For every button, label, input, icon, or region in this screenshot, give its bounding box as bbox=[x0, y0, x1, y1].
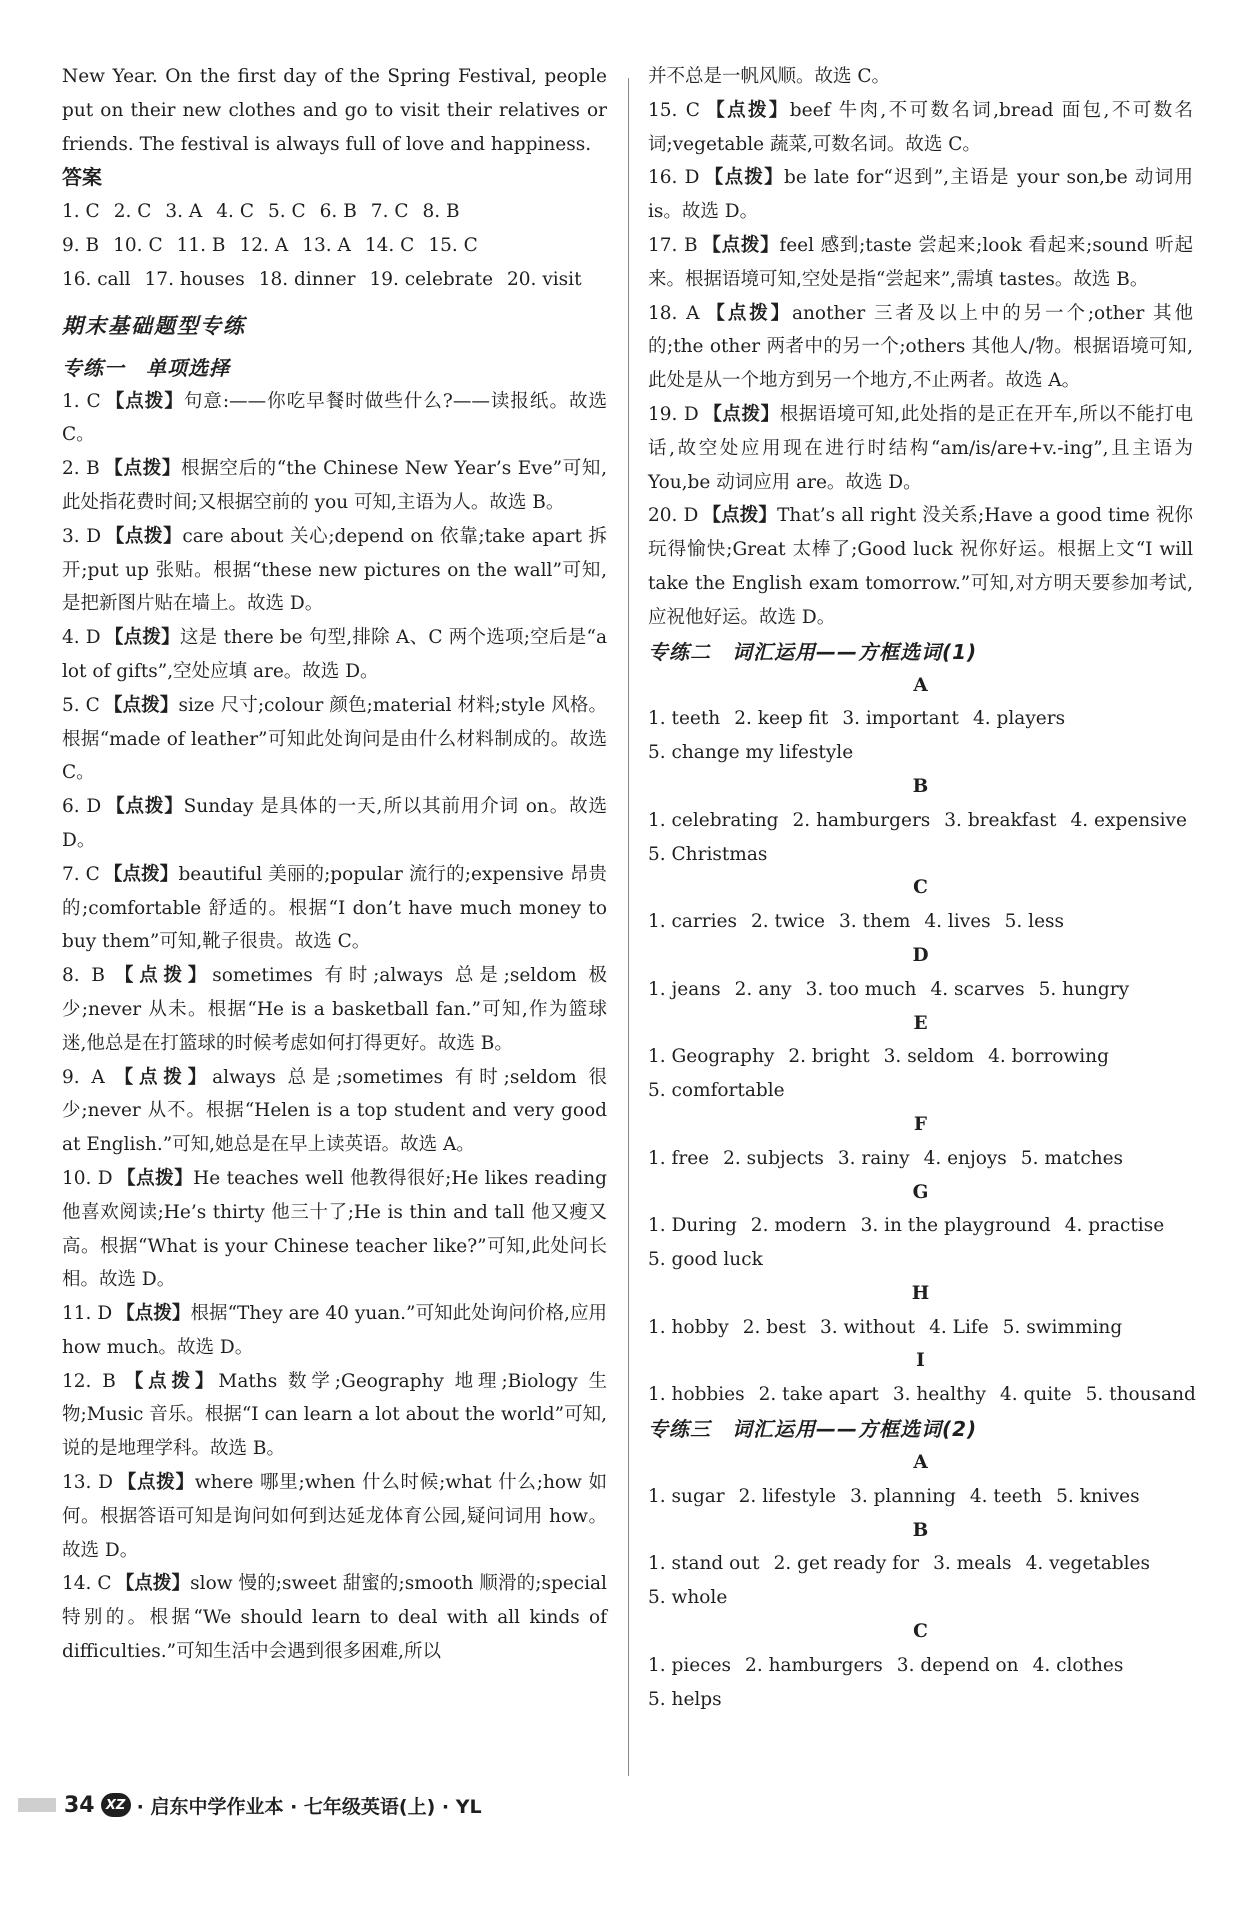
hint-label: 【点拨】 bbox=[119, 1370, 219, 1392]
answer-item: 3. without bbox=[820, 1316, 916, 1338]
explanation-item bbox=[62, 452, 607, 520]
answer-item: 5. matches bbox=[1020, 1147, 1124, 1169]
answer-item: 5. good luck bbox=[648, 1249, 763, 1271]
word-row bbox=[648, 1649, 1193, 1683]
explanation-item bbox=[62, 959, 607, 1060]
footer-bar bbox=[18, 1798, 56, 1812]
group-label: B bbox=[912, 775, 929, 797]
answer-item: 12. A bbox=[239, 234, 289, 256]
drill3-title: 专练三 词汇运用——方框选词(2) bbox=[648, 1417, 978, 1442]
answer-item: 5. less bbox=[1004, 911, 1065, 933]
answer-item: 2. C bbox=[113, 201, 152, 223]
word-row bbox=[648, 1311, 1193, 1345]
answer-item: 19. celebrate bbox=[369, 268, 494, 290]
item-number: 7. C bbox=[62, 863, 100, 885]
answer-item: 14. C bbox=[364, 234, 415, 256]
item-text: 根据语境可知,此处指的是正在开车,所以不能打电话,故空处应用现在进行时结构“am/is/are+v.-ing”,且主语为 You,be 动词应用 are。故选 D。 bbox=[648, 403, 1193, 493]
answer-item: 2. best bbox=[742, 1316, 806, 1338]
item-number: 17. B bbox=[648, 234, 698, 256]
answer-item: 4. enjoys bbox=[923, 1147, 1007, 1169]
item-number: 9. A bbox=[62, 1066, 105, 1088]
answer-item: 5. hungry bbox=[1038, 978, 1130, 1000]
answer-row bbox=[62, 195, 607, 229]
answer-item: 4. players bbox=[973, 708, 1066, 730]
group-label: I bbox=[916, 1350, 925, 1372]
hint-label: 【点拨】 bbox=[116, 1303, 191, 1325]
group-label: D bbox=[912, 944, 929, 966]
explanation-item bbox=[62, 858, 607, 959]
answer-item: 13. A bbox=[302, 234, 351, 256]
hint-label: 【点拨】 bbox=[103, 694, 179, 716]
explanation-item bbox=[62, 1297, 607, 1365]
item-number: 12. B bbox=[62, 1370, 116, 1392]
word-row bbox=[648, 1480, 1193, 1514]
answer-item: 16. call bbox=[62, 268, 131, 290]
explanation-item bbox=[62, 621, 607, 689]
word-row bbox=[648, 1547, 1193, 1581]
word-row bbox=[648, 1243, 1193, 1277]
item-number: 13. D bbox=[62, 1472, 113, 1494]
group-label: A bbox=[913, 674, 928, 696]
answer-item: 1. carries bbox=[648, 911, 737, 933]
group-label: B bbox=[912, 1519, 929, 1541]
hint-label: 【点拨】 bbox=[703, 99, 790, 121]
group-label: H bbox=[911, 1282, 930, 1304]
answer-item: 1. stand out bbox=[648, 1553, 760, 1575]
answer-item: 2. modern bbox=[750, 1215, 847, 1237]
choice-explanations bbox=[62, 385, 607, 1669]
answer-item: 1. Geography bbox=[648, 1046, 775, 1068]
hint-label: 【点拨】 bbox=[105, 796, 184, 818]
section-title: 期末基础题型专练 bbox=[62, 313, 246, 338]
answer-item: 5. Christmas bbox=[648, 843, 768, 865]
item-text: feel 感到;taste 尝起来;look 看起来;sound 听起来。根据语境可知,空处是指“尝起来”,需填 tastes。故选 B。 bbox=[648, 234, 1193, 290]
passage-paragraph: New Year. On the first day of the Spring Festival, people put on their new clothes and go to visit their relatives or friends. The festival is always full of love and happiness. bbox=[62, 66, 607, 155]
group-label: F bbox=[913, 1113, 928, 1135]
answer-item: 4. borrowing bbox=[988, 1046, 1109, 1068]
word-row bbox=[648, 905, 1193, 939]
answer-item: 11. B bbox=[176, 234, 226, 256]
item-text: 句意:——你吃早餐时做些什么?——读报纸。故选 C。 bbox=[62, 390, 607, 446]
hint-label: 【点拨】 bbox=[103, 458, 182, 480]
explanation-item bbox=[648, 94, 1193, 162]
answer-item: 1. free bbox=[648, 1147, 710, 1169]
answer-item: 3. too much bbox=[805, 978, 917, 1000]
answer-item: 4. vegetables bbox=[1025, 1553, 1150, 1575]
group-label: G bbox=[912, 1181, 929, 1203]
answer-item: 8. B bbox=[422, 201, 460, 223]
left-column bbox=[62, 0, 607, 1669]
answer-item: 2. subjects bbox=[723, 1147, 824, 1169]
hint-label: 【点拨】 bbox=[702, 403, 780, 425]
group-label: A bbox=[913, 1452, 928, 1474]
choice-explanations-cont bbox=[648, 94, 1193, 635]
publisher-badge: XZ bbox=[101, 1793, 131, 1817]
answer-item: 4. quite bbox=[1000, 1384, 1072, 1406]
item-text: sometimes 有时;always 总是;seldom 极少;never 从未。根据“He is a basketball fan.”可知,作为篮球迷,他总是在打篮球的时候考虑如何打得更好。故选 B。 bbox=[62, 965, 607, 1054]
explanation-item bbox=[62, 520, 607, 621]
item-number: 1. C bbox=[62, 390, 101, 412]
answer-item: 1. hobby bbox=[648, 1316, 729, 1338]
answer-item: 5. comfortable bbox=[648, 1080, 785, 1102]
hint-label: 【点拨】 bbox=[108, 965, 213, 987]
word-row bbox=[648, 1142, 1193, 1176]
answer-key bbox=[62, 195, 607, 296]
item-number: 11. D bbox=[62, 1303, 113, 1325]
item-number: 2. B bbox=[62, 458, 100, 480]
drill3-groups bbox=[648, 1446, 1193, 1716]
explanation-item bbox=[648, 229, 1193, 297]
answer-item: 3. healthy bbox=[892, 1384, 987, 1406]
answer-item: 2. lifestyle bbox=[738, 1485, 837, 1507]
item-text: always 总是;sometimes 有时;seldom 很少;never 从不。根据“Helen is a top student and very good at English.”可知,她总是在早上读英语。故选 A。 bbox=[62, 1066, 607, 1156]
answer-item: 3. breakfast bbox=[944, 809, 1057, 831]
item-text: size 尺寸;colour 颜色;material 材料;style 风格。根据“made of leather”可知此处询问是由什么材料制成的。故选 C。 bbox=[62, 694, 607, 784]
word-row bbox=[648, 1040, 1193, 1074]
drill2-groups bbox=[648, 669, 1196, 1413]
answer-item: 15. C bbox=[428, 234, 478, 256]
hint-label: 【点拨】 bbox=[104, 627, 180, 649]
hint-label: 【点拨】 bbox=[703, 302, 792, 324]
item-text: care about 关心;depend on 依靠;take apart 拆开;put up 张贴。根据“these new pictures on the wall”可知,是把新图片贴在墙上。故选 D。 bbox=[62, 525, 607, 615]
hint-label: 【点拨】 bbox=[116, 1472, 195, 1494]
answer-item: 2. keep fit bbox=[734, 708, 829, 730]
answer-item: 1. sugar bbox=[648, 1485, 725, 1507]
answer-item: 6. B bbox=[319, 201, 357, 223]
item-number: 14. C bbox=[62, 1573, 112, 1595]
word-row bbox=[648, 1581, 1193, 1615]
answer-item: 1. pieces bbox=[648, 1654, 732, 1676]
answer-row bbox=[62, 263, 607, 297]
explanation-item bbox=[648, 499, 1193, 634]
explanation-item bbox=[62, 1061, 607, 1162]
item-text: slow 慢的;sweet 甜蜜的;smooth 顺滑的;special 特别的。根据“We should learn to deal with all kinds of difficulties.”可知生活中会遇到很多困难,所以 bbox=[62, 1573, 607, 1663]
answer-item: 2. take apart bbox=[758, 1384, 879, 1406]
answer-item: 3. seldom bbox=[883, 1046, 975, 1068]
book-title: · 启东中学作业本 · 七年级英语(上) · YL bbox=[136, 1795, 482, 1818]
word-row bbox=[648, 1683, 1193, 1717]
hint-label: 【点拨】 bbox=[702, 505, 778, 527]
answer-item: 10. C bbox=[113, 234, 163, 256]
answer-item: 9. B bbox=[62, 234, 100, 256]
item-text: Sunday 是具体的一天,所以其前用介词 on。故选 D。 bbox=[62, 796, 607, 851]
answer-item: 5. thousand bbox=[1085, 1384, 1196, 1406]
answer-item: 4. Life bbox=[929, 1316, 989, 1338]
item-text: beef 牛肉,不可数名词,bread 面包,不可数名词;vegetable 蔬菜,可数名词。故选 C。 bbox=[648, 99, 1193, 155]
continuation-text: 并不总是一帆风顺。故选 C。 bbox=[648, 66, 891, 87]
hint-label: 【点拨】 bbox=[105, 525, 183, 547]
answer-row bbox=[62, 229, 607, 263]
answer-item: 2. bright bbox=[788, 1046, 870, 1068]
item-number: 10. D bbox=[62, 1167, 113, 1189]
hint-label: 【点拨】 bbox=[103, 863, 179, 885]
group-label: C bbox=[913, 1621, 928, 1643]
answer-item: 1. teeth bbox=[648, 708, 721, 730]
answer-item: 20. visit bbox=[507, 268, 582, 290]
answer-item: 7. C bbox=[370, 201, 409, 223]
answer-item: 5. whole bbox=[648, 1587, 728, 1609]
page-footer bbox=[18, 1786, 482, 1824]
drill2-title: 专练二 词汇运用——方框选词(1) bbox=[648, 639, 978, 664]
answer-item: 5. helps bbox=[648, 1688, 722, 1710]
item-text: 根据“They are 40 yuan.”可知此处询问价格,应用 how much。故选 D。 bbox=[62, 1303, 607, 1358]
group-label: C bbox=[913, 877, 928, 899]
item-number: 5. C bbox=[62, 694, 100, 716]
word-row bbox=[648, 736, 1193, 770]
answer-item: 3. them bbox=[839, 911, 911, 933]
answer-item: 3. A bbox=[165, 201, 203, 223]
hint-label: 【点拨】 bbox=[115, 1573, 191, 1595]
answer-item: 5. change my lifestyle bbox=[648, 742, 854, 764]
item-text: another 三者及以上中的另一个;other 其他的;the other 两者中的另一个;others 其他人/物。根据语境可知,此处是从一个地方到另一个地方,不止两者。故选 A。 bbox=[648, 302, 1193, 392]
answer-item: 17. houses bbox=[144, 268, 245, 290]
item-text: be late for“迟到”,主语是 your son,be 动词用 is。故选 D。 bbox=[648, 167, 1194, 223]
answer-item: 4. lives bbox=[924, 911, 991, 933]
item-text: That’s all right 没关系;Have a good time 祝你玩得愉快;Great 太棒了;Good luck 祝你好运。根据上文“I will take the English exam tomorrow.”可知,对方明天要参加考试,应祝他好运。故选 D。 bbox=[648, 505, 1193, 628]
item-text: 这是 there be 句型,排除 A、C 两个选项;空后是“a lot of gifts”,空处应填 are。故选 D。 bbox=[62, 627, 607, 682]
item-number: 19. D bbox=[648, 403, 699, 425]
group-label: E bbox=[913, 1012, 928, 1034]
answer-item: 3. planning bbox=[850, 1485, 956, 1507]
word-row bbox=[648, 973, 1193, 1007]
explanation-item bbox=[62, 1466, 607, 1567]
explanation-item bbox=[62, 1567, 607, 1668]
word-row bbox=[648, 1378, 1196, 1412]
item-number: 16. D bbox=[648, 167, 700, 189]
answer-item: 3. in the playground bbox=[860, 1215, 1051, 1237]
answer-item: 3. rainy bbox=[837, 1147, 910, 1169]
hint-label: 【点拨】 bbox=[104, 390, 184, 412]
hint-label: 【点拨】 bbox=[703, 167, 784, 189]
item-text: beautiful 美丽的;popular 流行的;expensive 昂贵的;comfortable 舒适的。根据“I don’t have much money to buy them”可知,靴子很贵。故选 C。 bbox=[62, 863, 607, 953]
item-number: 6. D bbox=[62, 796, 102, 818]
page-number: 34 bbox=[64, 1792, 95, 1818]
hint-label: 【点拨】 bbox=[701, 234, 780, 256]
answer-item: 4. expensive bbox=[1070, 809, 1187, 831]
item-number: 8. B bbox=[62, 965, 105, 987]
explanation-item bbox=[648, 297, 1193, 398]
word-row bbox=[648, 804, 1193, 838]
answer-item: 2. get ready for bbox=[773, 1553, 920, 1575]
answer-item: 4. scarves bbox=[930, 978, 1025, 1000]
answer-item: 4. practise bbox=[1064, 1215, 1165, 1237]
answer-item: 2. hamburgers bbox=[792, 809, 931, 831]
item-number: 18. A bbox=[648, 302, 700, 324]
answer-item: 4. teeth bbox=[969, 1485, 1043, 1507]
right-column bbox=[648, 0, 1196, 1716]
answer-item: 5. swimming bbox=[1002, 1316, 1123, 1338]
answer-item: 1. hobbies bbox=[648, 1384, 745, 1406]
item-number: 20. D bbox=[648, 505, 699, 527]
answer-item: 3. depend on bbox=[896, 1654, 1019, 1676]
item-text: 根据空后的“the Chinese New Year’s Eve”可知,此处指花费时间;又根据空前的 you 可知,主语为人。故选 B。 bbox=[62, 458, 607, 513]
answer-item: 2. any bbox=[734, 978, 792, 1000]
answer-item: 1. C bbox=[62, 201, 100, 223]
answer-item: 3. important bbox=[842, 708, 959, 730]
answer-item: 5. knives bbox=[1056, 1485, 1140, 1507]
word-row bbox=[648, 1074, 1193, 1108]
explanation-item bbox=[648, 161, 1193, 229]
answer-item: 18. dinner bbox=[258, 268, 356, 290]
explanation-item bbox=[62, 385, 607, 453]
answer-item: 2. twice bbox=[750, 911, 825, 933]
word-row bbox=[648, 702, 1193, 736]
answer-item: 1. jeans bbox=[648, 978, 721, 1000]
drill1-title: 专练一 单项选择 bbox=[62, 355, 230, 380]
word-row bbox=[648, 838, 1193, 872]
answer-item: 4. C bbox=[216, 201, 254, 223]
answer-item: 1. During bbox=[648, 1215, 737, 1237]
item-number: 15. C bbox=[648, 99, 700, 121]
answer-item: 3. meals bbox=[933, 1553, 1012, 1575]
word-row bbox=[648, 1209, 1193, 1243]
item-number: 4. D bbox=[62, 627, 101, 649]
explanation-item bbox=[62, 1365, 607, 1466]
answer-item: 5. C bbox=[267, 201, 306, 223]
answer-item: 1. celebrating bbox=[648, 809, 779, 831]
answer-item: 4. clothes bbox=[1032, 1654, 1124, 1676]
explanation-item bbox=[62, 790, 607, 858]
hint-label: 【点拨】 bbox=[116, 1167, 194, 1189]
item-text: where 哪里;when 什么时候;what 什么;how 如何。根据答语可知是询问如何到达延龙体育公园,疑问词用 how。故选 D。 bbox=[62, 1472, 607, 1561]
item-text: Maths 数学;Geography 地理;Biology 生物;Music 音乐。根据“I can learn a lot about the world”可知,说的是地理学科。故选 B。 bbox=[62, 1370, 607, 1460]
hint-label: 【点拨】 bbox=[108, 1066, 213, 1088]
explanation-item bbox=[648, 398, 1193, 499]
item-number: 3. D bbox=[62, 525, 102, 547]
answer-item: 2. hamburgers bbox=[745, 1654, 883, 1676]
explanation-item bbox=[62, 689, 607, 790]
answers-heading: 答案 bbox=[62, 165, 102, 190]
item-text: He teaches well 他教得很好;He likes reading 他喜欢阅读;He’s thirty 他三十了;He is thin and tall 他又瘦又高。根据“What is your Chinese teacher like?”可知,此处问长相。故选 D。 bbox=[62, 1167, 607, 1291]
explanation-item bbox=[62, 1162, 607, 1297]
column-divider bbox=[628, 78, 629, 1776]
